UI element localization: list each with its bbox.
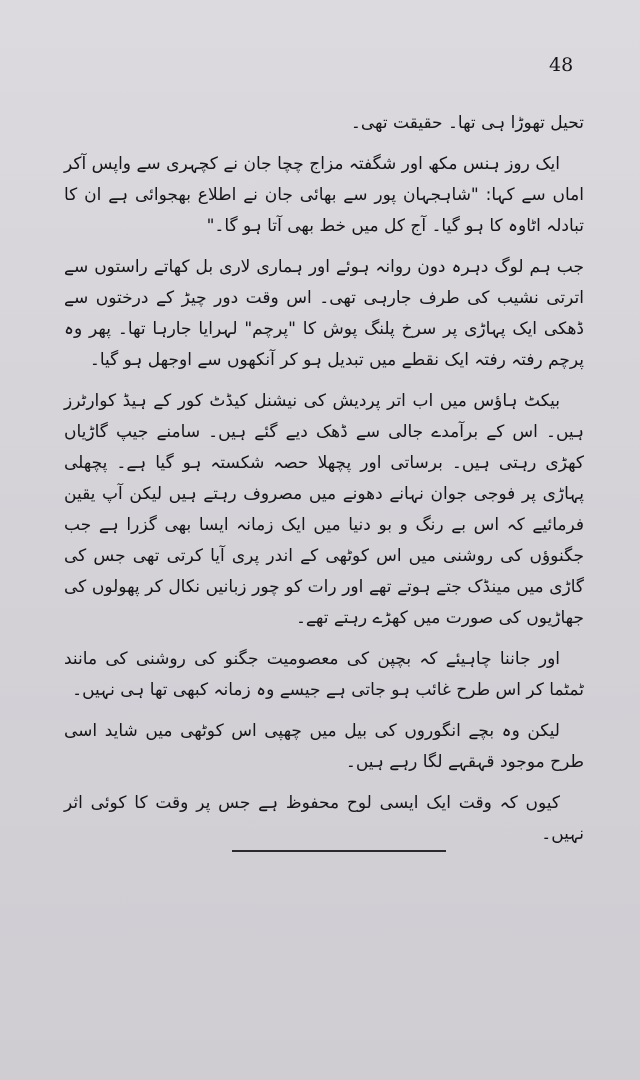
footer-divider <box>232 850 446 852</box>
page-text <box>64 108 584 860</box>
paragraph-1: تحیل تھوڑا ہی تھا۔ حقیقت تھی۔ <box>350 113 584 133</box>
paragraph-6: لیکن وہ بچے انگوروں کی بیل میں چھپی اس کوٹھی میں شاید اسی طرح موجود قہقہے لگا رہے ہیں۔ <box>64 721 584 772</box>
paragraph-5: اور جاننا چاہیئے کہ بچپن کی معصومیت جگنو کی روشنی کی مانند ٹمٹما کر اس طرح غائب ہو جاتی ہے جیسے وہ زمانہ کبھی تھا ہی نہیں۔ <box>64 649 584 700</box>
paragraph-4: بیکٹ ہاؤس میں اب اتر پردیش کی نیشنل کیڈٹ کور کے ہیڈ کوارٹرز ہیں۔ اس کے برآمدے جالی سے ڈھک دیے گئے ہیں۔ سامنے جیپ گاڑیاں کھڑی رہتی ہیں۔ برساتی اور پچھلا حصہ شکستہ ہو گیا ہے۔ پچھلی پہاڑی پر فوجی جوان نہانے دھونے میں مصروف رہتے ہیں لیکن آپ یقین فرمائیے کہ اس بے رنگ و بو دنیا میں ایک زمانہ ایسا بھی گزرا ہے جب جگنوؤں کی روشنی میں اس کوٹھی کے اندر پری آیا کرتی تھی جس کی گاڑی میں مینڈک جتے ہوتے تھے اور رات کو چور زبانیں نکال کر پھولوں کی جھاڑیوں کی صورت میں کھڑے رہتے تھے۔ <box>64 391 584 628</box>
page-number: 48 <box>549 54 574 76</box>
paragraph-7: کیوں کہ وقت ایک ایسی لوح محفوظ ہے جس پر وقت کا کوئی اثر نہیں۔ <box>64 793 584 844</box>
paragraph-2: ایک روز ہنس مکھ اور شگفتہ مزاج چچا جان نے کچہری سے واپس آکر اماں سے کہا: "شاہجہان پور سے بھائی جان نے اطلاع بھجوائی ہے ان کا تبادلہ اٹاوہ کا ہو گیا۔ آج کل میں خط بھی آتا ہو گا۔" <box>64 154 584 236</box>
paragraph-3: جب ہم لوگ دہرہ دون روانہ ہوئے اور ہماری لاری بل کھاتے راستوں سے اترتی نشیب کی طرف جارہی تھی۔ اس وقت دور چیڑ کے درختوں سے ڈھکی ایک پہاڑی پر سرخ پلنگ پوش کا "پرچم" لہرایا جارہا تھا۔ پھر وہ پرچم رفتہ رفتہ ایک نقطے میں تبدیل ہو کر آنکھوں سے اوجھل ہو گیا۔ <box>64 257 584 370</box>
